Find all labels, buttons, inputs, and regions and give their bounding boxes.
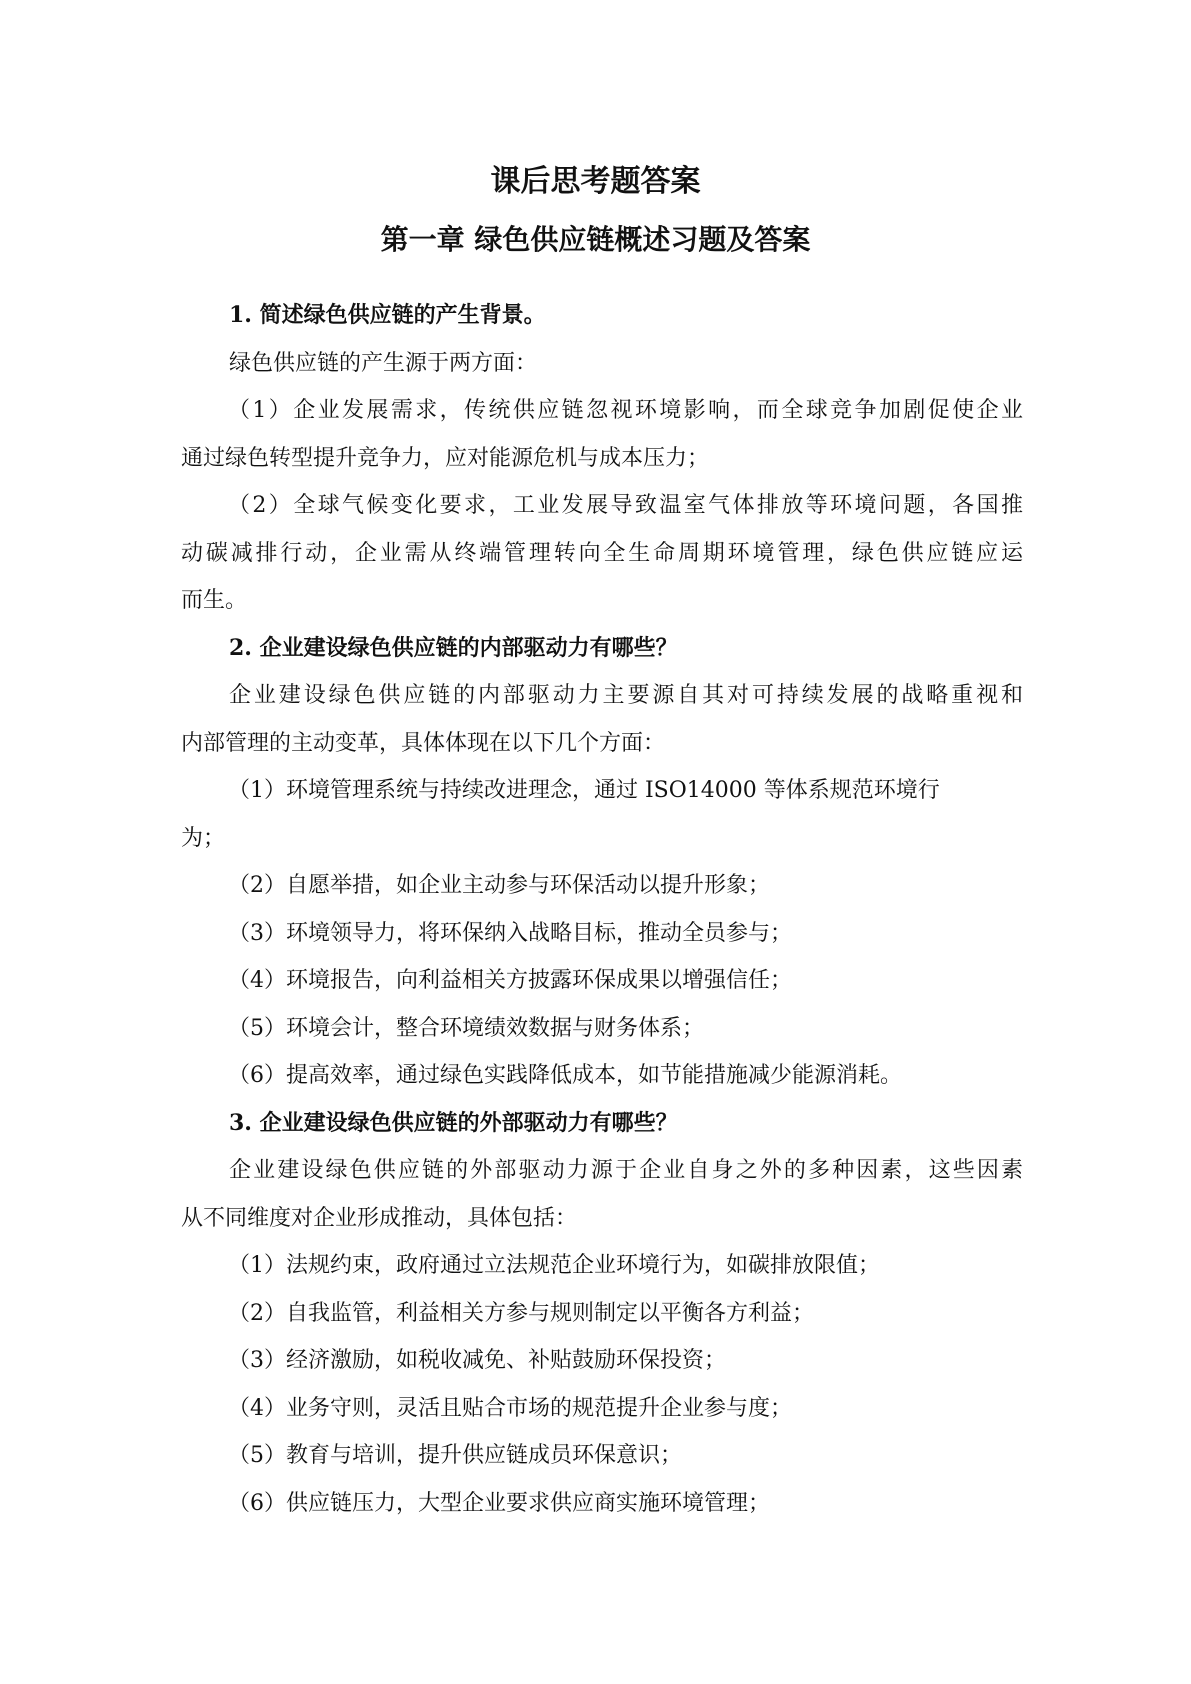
paragraph-line: 通过绿色转型提升竞争力，应对能源危机与成本压力； [181,445,710,471]
paragraph-line: 绿色供应链的产生源于两方面： [229,350,538,376]
list-item: （6）提高效率，通过绿色实践降低成本，如节能措施减少能源消耗。 [228,1063,902,1088]
list-item: （5）教育与培训，提升供应链成员环保意识； [228,1443,682,1468]
list-item: （4）业务守则，灵活且贴合市场的规范提升企业参与度； [228,1395,792,1421]
list-item: （3）环境领导力，将环保纳入战略目标，推动全员参与； [228,920,792,946]
paragraph-line: 企业建设绿色供应链的内部驱动力主要源自其对可持续发展的战略重视和 [229,683,1023,708]
list-item: （5）环境会计，整合环境绩效数据与财务体系； [228,1015,704,1041]
paragraph-line: 从不同维度对企业形成推动，具体包括： [181,1205,578,1231]
document-body [181,292,1023,1527]
paragraph-line: 为； [181,825,226,851]
list-item: （2）全球气候变化要求，工业发展导致温室气体排放等环境问题，各国推 [228,493,1023,518]
paragraph-line: 而生。 [181,588,248,613]
document-title: 课后思考题答案 [490,164,701,199]
list-item: （3）经济激励，如税收减免、补贴鼓励环保投资； [228,1348,726,1373]
list-item: （1）法规约束，政府通过立法规范企业环境行为，如碳排放限值； [228,1253,880,1278]
paragraph-line: 动碳减排行动，企业需从终端管理转向全生命周期环境管理，绿色供应链应运 [181,540,1023,566]
question-heading: 1. 简述绿色供应链的产生背景。 [229,302,546,328]
list-item: （1）企业发展需求，传统供应链忽视环境影响，而全球竞争加剧促使企业 [228,398,1023,423]
list-item: （6）供应链压力，大型企业要求供应商实施环境管理； [228,1490,770,1516]
list-item: （2）自我监管，利益相关方参与规则制定以平衡各方利益； [228,1300,814,1326]
list-item: （1）环境管理系统与持续改进理念，通过 ISO14000 等体系规范环境行 [228,778,940,803]
list-item: （4）环境报告，向利益相关方披露环保成果以增强信任； [228,968,792,993]
paragraph-line: 企业建设绿色供应链的外部驱动力源于企业自身之外的多种因素，这些因素 [229,1158,1023,1183]
question-heading: 2. 企业建设绿色供应链的内部驱动力有哪些？ [229,634,678,661]
chapter-heading: 第一章 绿色供应链概述习题及答案 [380,223,811,256]
question-heading: 3. 企业建设绿色供应链的外部驱动力有哪些？ [229,1109,678,1136]
list-item: （2）自愿举措，如企业主动参与环保活动以提升形象； [228,873,770,898]
paragraph-line: 内部管理的主动变革，具体体现在以下几个方面： [181,730,666,756]
